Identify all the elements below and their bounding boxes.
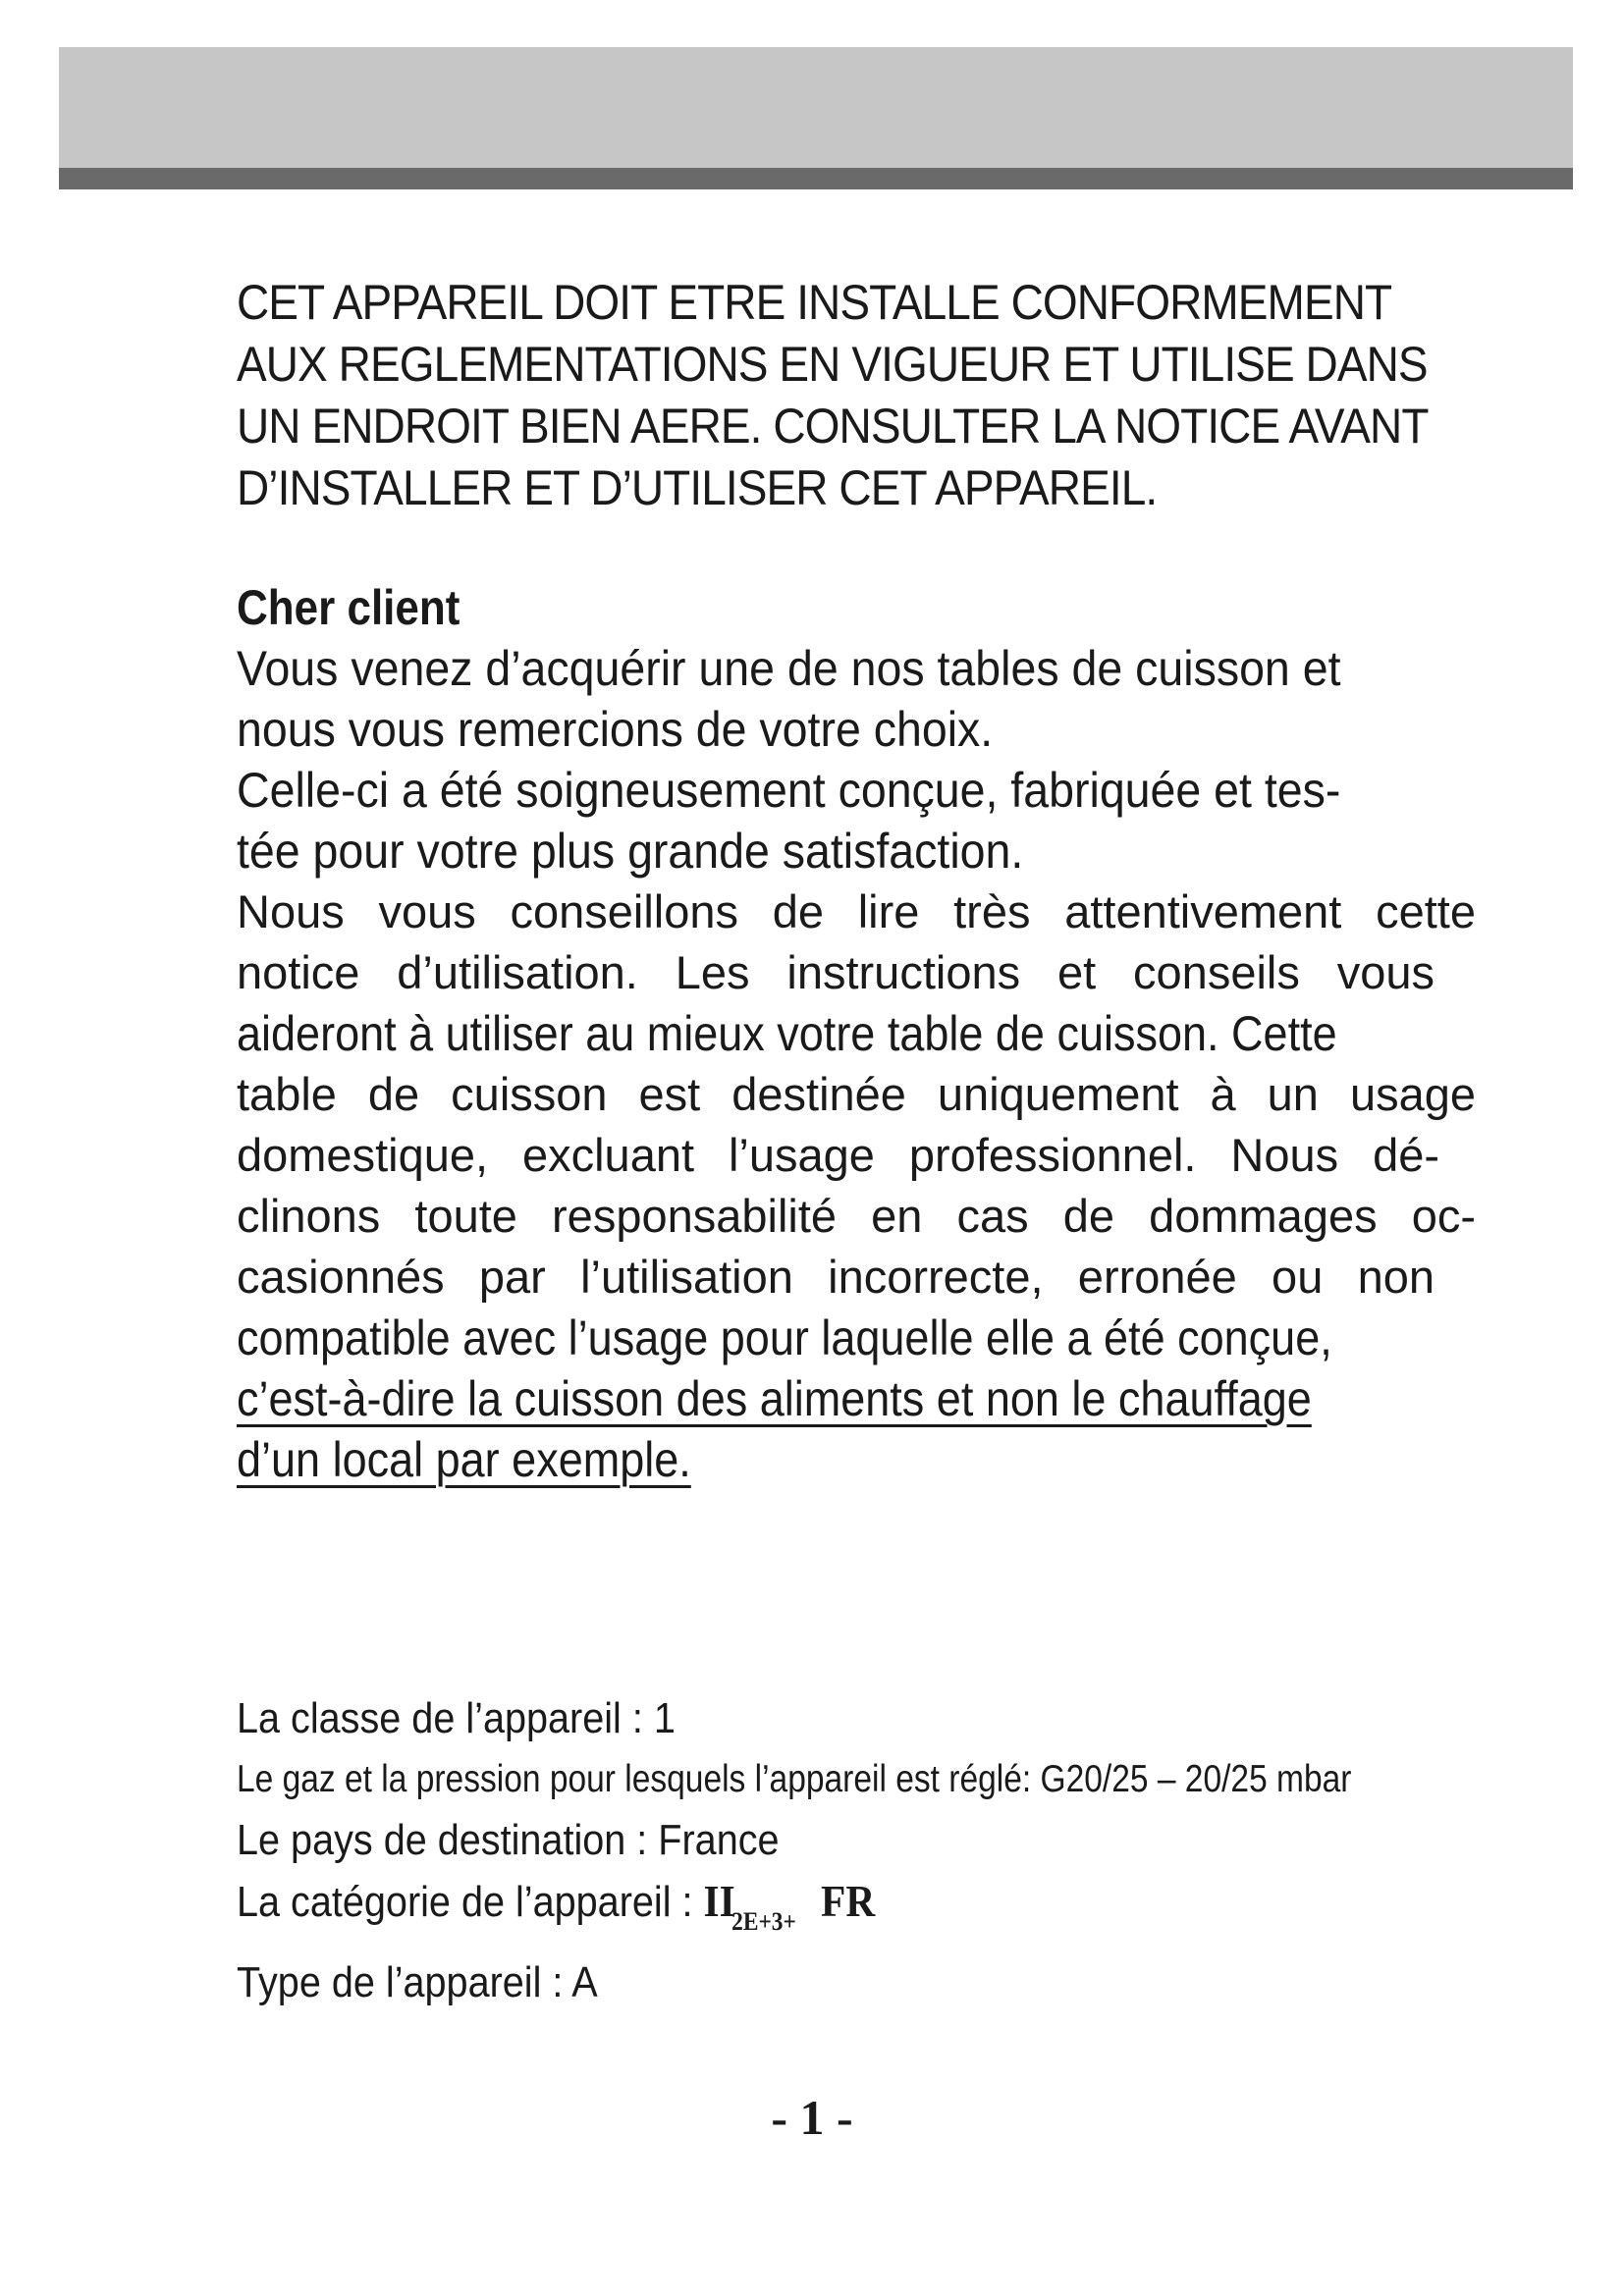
spec-type: Type de l’appareil : A bbox=[237, 1958, 598, 2006]
body-line: tée pour votre plus grande satisfaction. bbox=[237, 824, 1024, 879]
header-stripe bbox=[59, 168, 1573, 189]
body-line-underlined: c’est-à-dire la cuisson des aliments et non le chauffage bbox=[237, 1371, 1312, 1426]
spec-class: La classe de l’appareil : 1 bbox=[237, 1694, 676, 1742]
spec-category-sub: 2E+3+ bbox=[731, 1907, 796, 1936]
body-line: aideront à utiliser au mieux votre table de cuisson. Cette bbox=[237, 1006, 1337, 1061]
spec-category-main: II bbox=[703, 1876, 735, 1926]
body-line: Nous vous conseillons de lire très attentivement cette bbox=[237, 885, 1476, 937]
warning-line: AUX REGLEMENTATIONS EN VIGUEUR ET UTILISE DANS bbox=[237, 337, 1428, 392]
body-line: table de cuisson est destinée uniquement à un usage bbox=[237, 1068, 1476, 1120]
page-number: - 1 - bbox=[771, 2090, 853, 2145]
spec-country: Le pays de destination : France bbox=[237, 1816, 780, 1864]
body-line-underlined: d’un local par exemple. bbox=[237, 1432, 691, 1487]
header-band bbox=[59, 47, 1573, 168]
body-line: nous vous remercions de votre choix. bbox=[237, 702, 994, 757]
greeting-title: Cher client bbox=[237, 580, 460, 635]
warning-line: D’INSTALLER ET D’UTILISER CET APPAREIL. bbox=[237, 460, 1158, 515]
body-line: compatible avec l’usage pour laquelle elle a été conçue, bbox=[237, 1310, 1332, 1365]
body-line: notice d’utilisation. Les instructions et conseils vous bbox=[237, 946, 1435, 998]
greeting-body bbox=[237, 638, 1476, 1490]
spec-gas: Le gaz et la pression pour lesquels l’appareil est réglé: G20/25 – 20/25 mbar bbox=[237, 1758, 1352, 1800]
body-line: Celle-ci a été soigneusement conçue, fabriquée et tes- bbox=[237, 763, 1341, 818]
warning-text bbox=[237, 272, 1474, 519]
body-line: domestique, excluant l’usage professionnel. Nous dé- bbox=[237, 1129, 1439, 1181]
spec-category-country: FR bbox=[821, 1876, 876, 1926]
spec-category bbox=[237, 1871, 1385, 1952]
body-line: casionnés par l’utilisation incorrecte, erronée ou non bbox=[237, 1251, 1435, 1303]
warning-block bbox=[237, 272, 1476, 519]
warning-line: CET APPAREIL DOIT ETRE INSTALLE CONFORMEMENT bbox=[237, 275, 1392, 330]
body-line: Vous venez d’acquérir une de nos tables de cuisson et bbox=[237, 641, 1341, 696]
appliance-specs bbox=[237, 1688, 1513, 2013]
warning-line: UN ENDROIT BIEN AERE. CONSULTER LA NOTICE AVANT bbox=[237, 399, 1429, 454]
body-line: clinons toute responsabilité en cas de dommages oc- bbox=[237, 1190, 1476, 1242]
spec-category-label: La catégorie de l’appareil : bbox=[237, 1878, 704, 1926]
